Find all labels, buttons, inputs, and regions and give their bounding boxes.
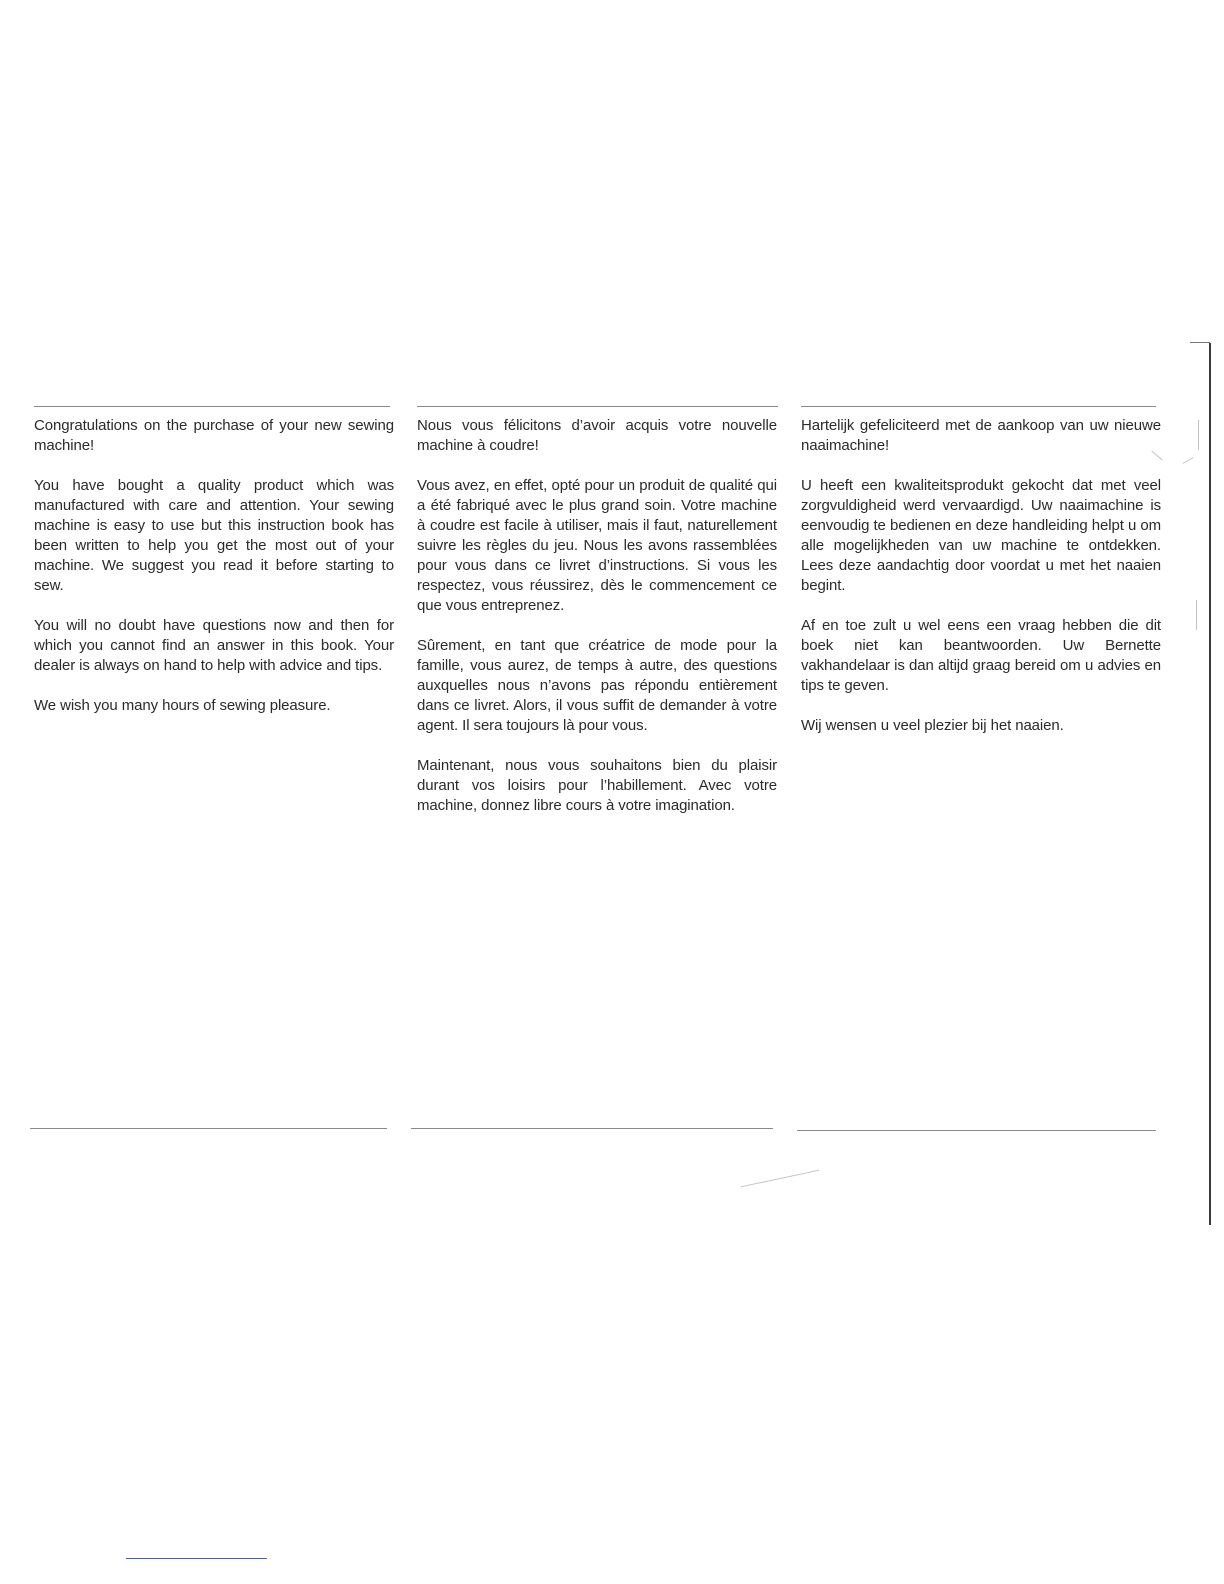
top-rule-french [417,406,778,407]
scan-speck [741,1170,819,1188]
dutch-paragraph-2: U heeft een kwaliteitsprodukt gekocht dat met veel zorgvuldigheid werd vervaardigd. Uw naaimachine is eenvoudig te bedienen en deze handleiding helpt u om alle mogelijkheden van uw machine te ontdekken. Lees deze aandachtig door voordat u met het naaien begint. [801,477,1161,594]
english-paragraph-3: You will no doubt have questions now and then for which you cannot find an answer in this book. Your dealer is always on hand to help with advice and tips. [34,617,394,674]
scan-edge-line [1209,343,1211,1225]
dutch-paragraph-1: Hartelijk gefeliciteerd met de aankoop van uw nieuwe naaimachine! [801,417,1161,454]
scan-speck [1183,457,1194,464]
dutch-paragraph-3: Af en toe zult u wel eens een vraag hebben die dit boek niet kan beantwoorden. Uw Bernette vakhandelaar is dan altijd graag bereid om u advies en tips te geven. [801,617,1161,694]
scan-speck [1196,600,1197,630]
bottom-rule-english [30,1128,387,1129]
bottom-rule-french [411,1128,773,1129]
english-paragraph-1: Congratulations on the purchase of your new sewing machine! [34,417,394,454]
french-column [417,416,777,836]
scan-speck [1198,420,1199,450]
english-column [34,416,394,736]
english-paragraph-2: You have bought a quality product which was manufactured with care and attention. Your sewing machine is easy to use but this instruction book has been written to help you get the most out of your machine. We suggest you read it before starting to sew. [34,477,394,594]
top-rule-dutch [801,406,1156,407]
english-paragraph-4: We wish you many hours of sewing pleasure. [34,697,331,714]
french-paragraph-4: Maintenant, nous vous souhaitons bien du plaisir durant vos loisirs pour l’habillement. Avec votre machine, donnez libre cours à votre imagination. [417,757,777,814]
french-paragraph-3: Sûrement, en tant que créatrice de mode pour la famille, vous aurez, de temps à autre, des questions auxquelles nous n’avons pas répondu entièrement dans ce livret. Alors, il vous suffit de demander à votre agent. Il sera toujours là pour vous. [417,637,777,734]
dutch-column [801,416,1161,756]
top-rule-english [34,406,390,407]
bottom-underline [126,1558,267,1559]
french-paragraph-2: Vous avez, en effet, opté pour un produit de qualité qui a été fabriqué avec le plus grand soin. Votre machine à coudre est facile à utiliser, mais il faut, naturellement suivre les règles du jeu. Nous les avons rassemblées pour vous dans ce livret d’instructions. Si vous les respectez, vous réussirez, dès le commencement ce que vous entreprenez. [417,477,777,614]
french-paragraph-1: Nous vous félicitons d’avoir acquis votre nouvelle machine à coudre! [417,417,777,454]
scan-edge-tick [1190,342,1210,343]
dutch-paragraph-4: Wij wensen u veel plezier bij het naaien. [801,717,1064,734]
bottom-rule-dutch [797,1130,1156,1131]
